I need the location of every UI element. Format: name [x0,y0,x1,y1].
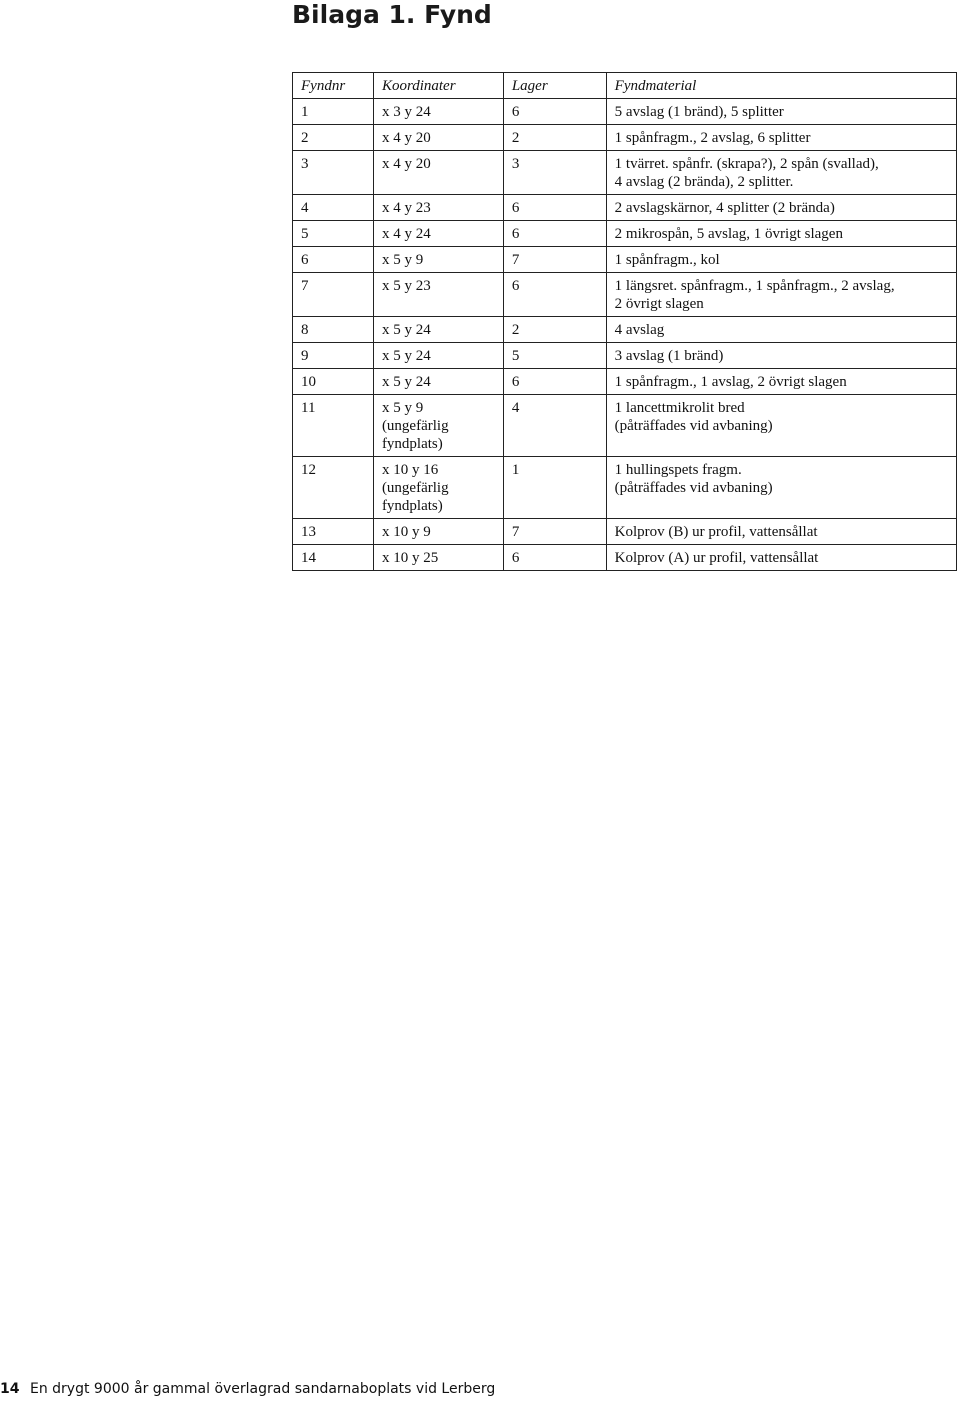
cell-fyndnr: 2 [293,125,374,151]
cell-koordinater: x 10 y 25 [373,545,503,571]
cell-fyndmaterial: 1 längsret. spånfragm., 1 spånfragm., 2 avslag, 2 övrigt slagen [606,273,956,317]
page-title: Bilaga 1. Fynd [292,0,492,29]
cell-fyndnr: 4 [293,195,374,221]
cell-fyndmaterial: Kolprov (A) ur profil, vattensållat [606,545,956,571]
cell-koordinater: x 4 y 24 [373,221,503,247]
cell-fyndnr: 12 [293,457,374,519]
table-header [293,73,957,99]
header-koordinater: Koordinater [373,73,503,99]
cell-fyndmaterial: 4 avslag [606,317,956,343]
cell-koordinater: x 10 y 16 (ungefärlig fyndplats) [373,457,503,519]
cell-lager: 6 [503,221,606,247]
footer-text: En drygt 9000 år gammal överlagrad sandarnaboplats vid Lerberg [30,1381,496,1397]
cell-fyndnr: 7 [293,273,374,317]
cell-lager: 2 [503,125,606,151]
cell-fyndnr: 6 [293,247,374,273]
cell-lager: 6 [503,273,606,317]
cell-fyndmaterial: 2 mikrospån, 5 avslag, 1 övrigt slagen [606,221,956,247]
table-row [293,221,957,247]
table-row [293,457,957,519]
cell-lager: 4 [503,395,606,457]
cell-koordinater: x 3 y 24 [373,99,503,125]
cell-lager: 3 [503,151,606,195]
cell-lager: 1 [503,457,606,519]
cell-fyndmaterial: 1 lancettmikrolit bred (påträffades vid avbaning) [606,395,956,457]
table-row [293,99,957,125]
cell-lager: 6 [503,195,606,221]
table-row [293,545,957,571]
table-row [293,151,957,195]
cell-fyndmaterial: 5 avslag (1 bränd), 5 splitter [606,99,956,125]
table-row [293,343,957,369]
cell-fyndmaterial: 1 tvärret. spånfr. (skrapa?), 2 spån (svallad), 4 avslag (2 brända), 2 splitter. [606,151,956,195]
cell-lager: 6 [503,369,606,395]
header-row [293,73,957,99]
cell-lager: 7 [503,247,606,273]
header-fyndnr: Fyndnr [293,73,374,99]
cell-koordinater: x 4 y 20 [373,125,503,151]
cell-fyndnr: 3 [293,151,374,195]
cell-koordinater: x 10 y 9 [373,519,503,545]
cell-koordinater: x 5 y 24 [373,369,503,395]
cell-fyndmaterial: 1 spånfragm., 2 avslag, 6 splitter [606,125,956,151]
page-number: 14 [0,1381,20,1397]
cell-fyndmaterial: 1 spånfragm., 1 avslag, 2 övrigt slagen [606,369,956,395]
cell-fyndnr: 9 [293,343,374,369]
cell-koordinater: x 5 y 9 (ungefärlig fyndplats) [373,395,503,457]
cell-koordinater: x 5 y 24 [373,343,503,369]
table-row [293,125,957,151]
table-row [293,395,957,457]
header-lager: Lager [503,73,606,99]
table-row [293,369,957,395]
cell-fyndnr: 14 [293,545,374,571]
table-body [293,99,957,571]
table-row [293,519,957,545]
cell-lager: 5 [503,343,606,369]
cell-koordinater: x 5 y 9 [373,247,503,273]
cell-lager: 6 [503,545,606,571]
cell-fyndnr: 13 [293,519,374,545]
cell-fyndmaterial: 3 avslag (1 bränd) [606,343,956,369]
cell-fyndnr: 8 [293,317,374,343]
cell-koordinater: x 4 y 20 [373,151,503,195]
header-fyndmaterial: Fyndmaterial [606,73,956,99]
cell-lager: 6 [503,99,606,125]
cell-lager: 2 [503,317,606,343]
cell-fyndmaterial: 1 hullingspets fragm. (påträffades vid avbaning) [606,457,956,519]
cell-lager: 7 [503,519,606,545]
cell-koordinater: x 5 y 24 [373,317,503,343]
cell-koordinater: x 4 y 23 [373,195,503,221]
table-row [293,317,957,343]
table-row [293,195,957,221]
cell-fyndmaterial: 2 avslagskärnor, 4 splitter (2 brända) [606,195,956,221]
cell-fyndnr: 11 [293,395,374,457]
cell-koordinater: x 5 y 23 [373,273,503,317]
cell-fyndnr: 10 [293,369,374,395]
table-row [293,247,957,273]
cell-fyndnr: 5 [293,221,374,247]
page-footer [0,1380,495,1398]
cell-fyndmaterial: 1 spånfragm., kol [606,247,956,273]
cell-fyndnr: 1 [293,99,374,125]
cell-fyndmaterial: Kolprov (B) ur profil, vattensållat [606,519,956,545]
table-row [293,273,957,317]
finds-table [292,72,957,571]
